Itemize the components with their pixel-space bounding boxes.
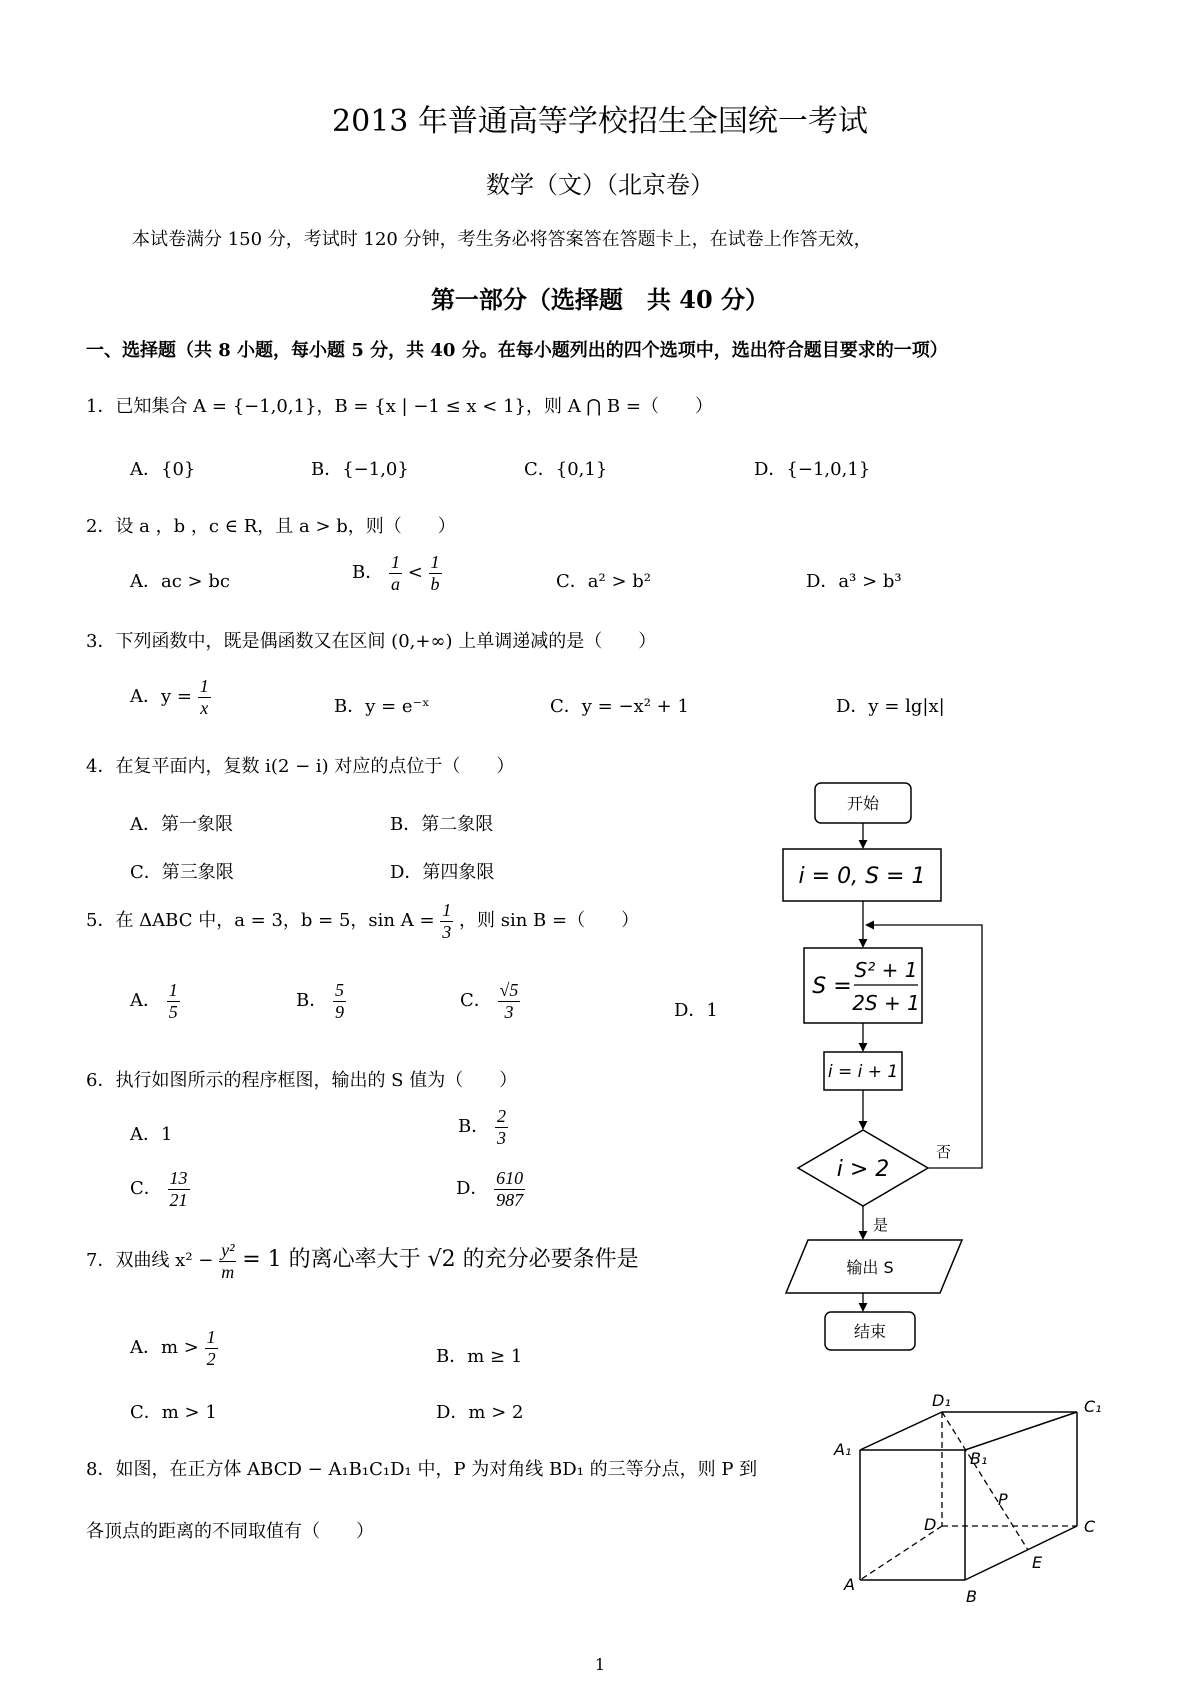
question-7-stem	[86, 1240, 639, 1282]
option-b-prefix: B．	[352, 562, 384, 584]
question-2-option-d: D．a³ > b³	[806, 571, 902, 592]
cube-label-b1: B₁	[970, 1449, 988, 1468]
flowchart-end-label: 结束	[853, 1322, 887, 1341]
option-prefix: A．	[130, 990, 161, 1012]
cube-hidden-edges	[860, 1412, 1077, 1580]
fraction-numerator: 1	[390, 552, 400, 572]
question-5-option-c	[460, 980, 520, 1022]
question-1-stem: 1．已知集合 A = {−1,0,1}，B = {x | −1 ≤ x < 1}，则 A ⋂ B =（ ）	[86, 396, 713, 417]
page-title: 2013 年普通高等学校招生全国统一考试	[332, 104, 868, 139]
question-6-option-c	[130, 1168, 190, 1210]
fraction-denominator: b	[430, 573, 440, 594]
page-number: 1	[594, 1655, 606, 1674]
cube-label-c: C	[1084, 1517, 1096, 1536]
fraction-denominator: 3	[504, 1001, 514, 1022]
fraction-numerator: y²	[221, 1240, 235, 1260]
question-8-stem-line2: 各顶点的距离的不同取值有（ ）	[86, 1521, 374, 1542]
flowchart-output-label: 输出 S	[846, 1258, 894, 1277]
question-6-option-a: A．1	[130, 1124, 173, 1145]
fraction-denominator: x	[200, 697, 209, 718]
page-subtitle: 数学（文）（北京卷）	[486, 171, 714, 199]
flowchart-start-label: 开始	[846, 794, 880, 813]
question-7-option-d: D．m > 2	[436, 1402, 524, 1423]
flowchart-increment-label: i = i + 1	[827, 1062, 899, 1082]
fraction-numerator: 1	[199, 676, 209, 696]
question-3-option-a	[130, 676, 211, 718]
option-prefix: D．	[456, 1178, 489, 1200]
question-4-option-b: B．第二象限	[390, 814, 494, 835]
fraction-numerator: 1	[206, 1327, 216, 1347]
fraction-numerator: 1	[442, 900, 452, 920]
operator: <	[407, 562, 423, 584]
question-3-option-d: D．y = lg|x|	[836, 696, 945, 717]
option-a-prefix: A．y =	[130, 686, 192, 708]
fraction-numerator: √5	[499, 980, 519, 1000]
cube-label-d1: D₁	[932, 1391, 951, 1410]
question-1-option-a: A．{0}	[130, 459, 196, 480]
question-1-option-c: C．{0,1}	[524, 459, 608, 480]
flowchart-condition-label: i > 2	[836, 1157, 890, 1182]
fraction-denominator: 5	[168, 1001, 178, 1022]
section-heading: 一、选择题（共 8 小题，每小题 5 分，共 40 分。在每小题列出的四个选项中，选出符合题目要求的一项）	[86, 340, 948, 361]
flowchart-diagram	[770, 775, 990, 1355]
question-8-stem-line1: 8．如图，在正方体 ABCD − A₁B₁C₁D₁ 中，P 为对角线 BD₁ 的三等分点，则 P 到	[86, 1459, 758, 1480]
cube-edges	[860, 1412, 1077, 1580]
fraction-numerator: 610	[496, 1168, 524, 1188]
question-5-stem	[86, 900, 639, 942]
stem-prefix: 7．双曲线 x² −	[86, 1250, 214, 1272]
flowchart-yes-label: 是	[873, 1216, 889, 1234]
flowchart-no-label: 否	[936, 1143, 952, 1161]
fraction-denominator: a	[390, 573, 400, 594]
stem-suffix: ，则 sin B =（ ）	[459, 910, 640, 932]
fraction-denominator: 3	[496, 1127, 506, 1148]
option-prefix: A．m >	[130, 1337, 199, 1359]
question-7-option-a	[130, 1327, 218, 1369]
cube-label-a1: A₁	[834, 1440, 852, 1459]
cube-diagram	[830, 1378, 1130, 1648]
question-7-option-c: C．m > 1	[130, 1402, 217, 1423]
part-heading: 第一部分（选择题 共 40 分）	[430, 285, 770, 314]
exam-note: 本试卷满分 150 分，考试时 120 分钟，考生务必将答案答在答题卡上，在试卷上作答无效，	[132, 229, 872, 250]
flowchart-assign-numerator: S² + 1	[854, 958, 918, 982]
fraction-denominator: 9	[334, 1001, 344, 1022]
fraction-numerator: 1	[168, 980, 178, 1000]
option-prefix: C．	[130, 1178, 162, 1200]
fraction-numerator: 13	[169, 1168, 188, 1188]
question-6-stem: 6．执行如图所示的程序框图，输出的 S 值为（ ）	[86, 1070, 518, 1091]
question-3-option-b: B．y = e⁻ˣ	[334, 696, 430, 717]
fraction-numerator: 1	[430, 552, 440, 572]
cube-label-p: P	[998, 1490, 1008, 1509]
fraction-numerator: 2	[496, 1106, 506, 1126]
question-4-option-c: C．第三象限	[130, 862, 234, 883]
question-4-option-a: A．第一象限	[130, 814, 233, 835]
option-prefix: B．	[458, 1116, 490, 1138]
question-4-stem: 4．在复平面内，复数 i(2 − i) 对应的点位于（ ）	[86, 756, 515, 777]
fraction-denominator: 3	[442, 921, 452, 942]
question-5-option-b	[296, 980, 346, 1022]
cube-label-d: D	[924, 1515, 937, 1534]
option-prefix: B．	[296, 990, 328, 1012]
fraction-numerator: 5	[334, 980, 344, 1000]
flowchart-assign-lhs: S =	[812, 974, 852, 999]
option-prefix: C．	[460, 990, 492, 1012]
fraction-denominator: 21	[169, 1189, 188, 1210]
cube-label-b: B	[966, 1587, 977, 1606]
question-3-stem: 3．下列函数中，既是偶函数又在区间 (0,+∞) 上单调递减的是（ ）	[86, 631, 657, 652]
question-2-option-a: A．ac > bc	[130, 571, 230, 592]
question-2-stem: 2．设 a ，b ，c ∈ R，且 a > b，则（ ）	[86, 516, 456, 537]
question-7-option-b: B．m ≥ 1	[436, 1346, 523, 1367]
question-3-option-c: C．y = −x² + 1	[550, 696, 689, 717]
flowchart-init-label: i = 0, S = 1	[798, 864, 926, 889]
cube-label-e: E	[1032, 1553, 1043, 1572]
stem-suffix: = 1 的离心率大于 √2 的充分必要条件是	[242, 1247, 639, 1273]
question-5-option-a	[130, 980, 180, 1022]
cube-label-c1: C₁	[1084, 1397, 1102, 1416]
question-2-option-b	[352, 552, 442, 594]
question-6-option-b	[458, 1106, 508, 1148]
question-2-option-c: C．a² > b²	[556, 571, 651, 592]
cube-label-a: A	[844, 1575, 855, 1594]
flowchart-assign-denominator: 2S + 1	[852, 991, 920, 1015]
question-5-option-d: D．1	[674, 1000, 718, 1021]
question-6-option-d	[456, 1168, 525, 1210]
fraction-denominator: 2	[206, 1348, 216, 1369]
stem-prefix: 5．在 ΔABC 中，a = 3，b = 5，sin A =	[86, 910, 435, 932]
question-1-option-d: D．{−1,0,1}	[754, 459, 871, 480]
fraction-denominator: 987	[496, 1189, 524, 1210]
question-1-option-b: B．{−1,0}	[311, 459, 409, 480]
fraction-denominator: m	[221, 1261, 235, 1282]
question-4-option-d: D．第四象限	[390, 862, 495, 883]
